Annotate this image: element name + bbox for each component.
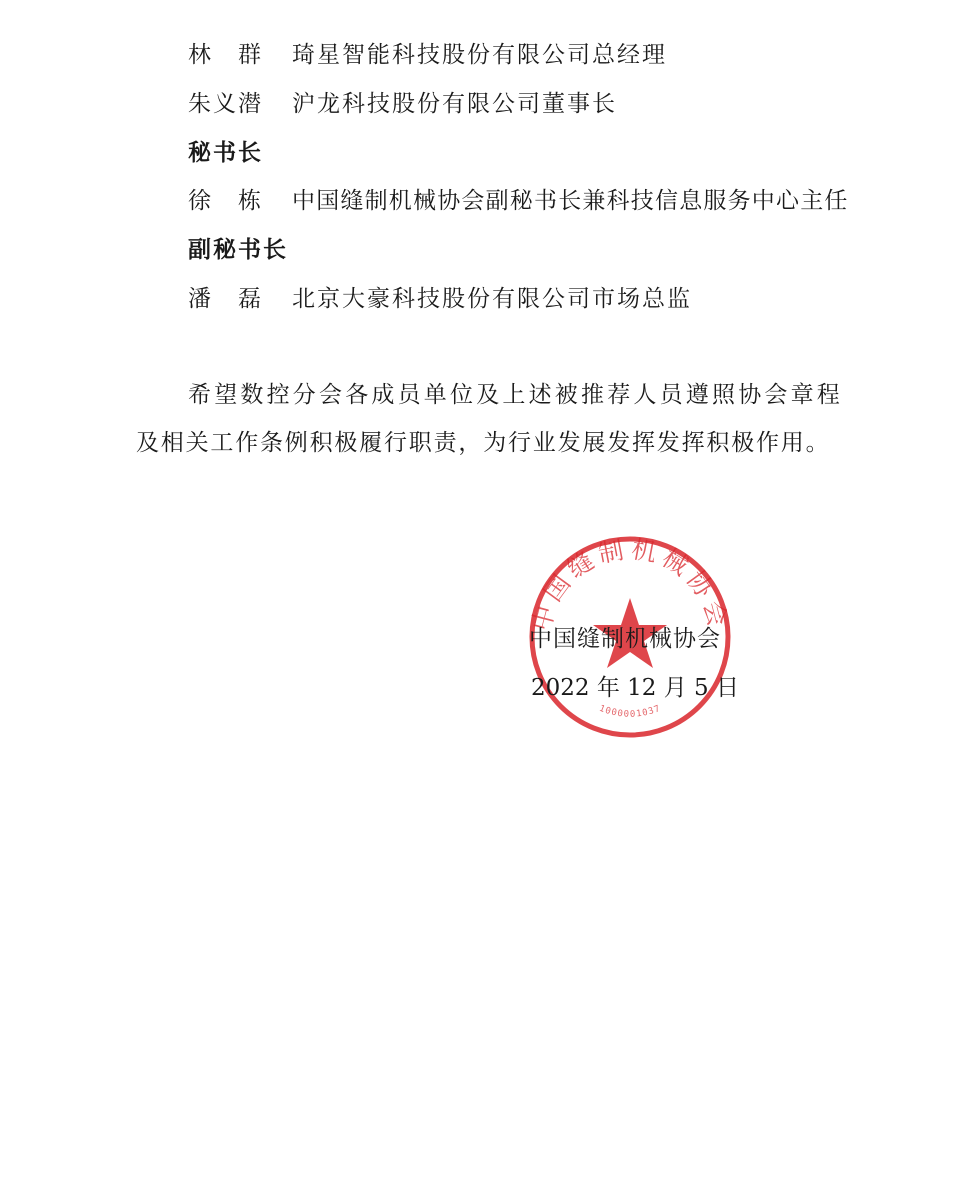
member-title: 沪龙科技股份有限公司董事长 [292, 91, 617, 117]
member-row [188, 284, 692, 314]
seal-text: 中国缝制机械协会 [526, 534, 734, 635]
member-name: 潘 磊 [188, 286, 263, 312]
member-row [188, 89, 617, 119]
closing-paragraph-line-2: 及相关工作条例积极履行职责，为行业发展发挥发挥积极作用。 [136, 430, 831, 456]
closing-paragraph-line-1: 希望数控分会各成员单位及上述被推荐人员遵照协会章程 [188, 382, 843, 408]
member-name: 徐 栋 [188, 188, 263, 214]
signature-organization: 中国缝制机械协会 [529, 626, 721, 652]
member-name: 林 群 [188, 42, 263, 68]
member-title: 琦星智能科技股份有限公司总经理 [292, 42, 667, 68]
member-title: 北京大豪科技股份有限公司市场总监 [292, 286, 692, 312]
deputy-secretary-general-heading: 副秘书长 [188, 237, 288, 263]
secretary-general-heading: 秘书长 [188, 140, 263, 166]
member-name: 朱义潜 [188, 91, 263, 117]
signature-date: 2022 年 12 月 5 日 [531, 675, 739, 701]
member-title: 中国缝制机械协会副秘书长兼科技信息服务中心主任 [292, 188, 849, 214]
seal-code: 1000001037 [597, 703, 663, 720]
member-row [188, 186, 849, 216]
member-row [188, 40, 667, 70]
